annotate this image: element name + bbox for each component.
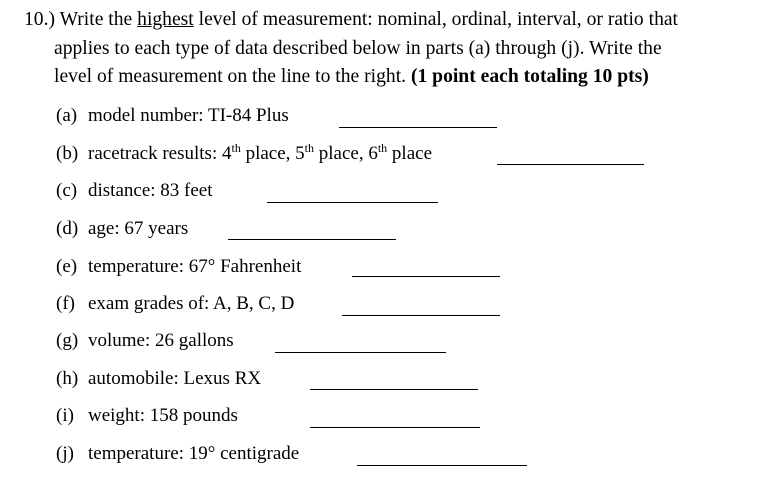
item-letter: (d) xyxy=(56,218,79,239)
item-letter: (h) xyxy=(56,368,79,389)
item-letter: (f) xyxy=(56,293,75,314)
item-text: volume: 26 gallons xyxy=(88,330,234,351)
question-number: 10.) xyxy=(24,9,56,30)
item-text: automobile: Lexus RX xyxy=(88,368,262,389)
answer-line-f[interactable] xyxy=(342,315,500,316)
item-b xyxy=(56,143,432,166)
item-letter: (b) xyxy=(56,143,79,164)
item-letter: (e) xyxy=(56,256,78,277)
item-text: distance: 83 feet xyxy=(88,180,213,201)
item-a xyxy=(56,105,289,127)
item-letter: (j) xyxy=(56,443,74,464)
intro-text-continued: level of measurement: nominal, ordinal, interval, or ratio that xyxy=(198,9,679,30)
answer-line-e[interactable] xyxy=(352,276,500,277)
points-note: (1 point each totaling 10 pts) xyxy=(410,66,649,87)
instruction-text: level of measurement on the line to the right. xyxy=(54,66,407,87)
item-text: temperature: 19° centigrade xyxy=(88,443,300,464)
item-text: temperature: 67° Fahrenheit xyxy=(88,256,302,277)
answer-line-d[interactable] xyxy=(228,239,396,240)
answer-line-i[interactable] xyxy=(310,427,480,428)
item-f xyxy=(56,293,294,315)
item-j xyxy=(56,443,299,465)
answer-line-a[interactable] xyxy=(339,127,497,128)
question-line-2: applies to each type of data described below in parts (a) through (j). Write the xyxy=(54,37,662,59)
item-text: racetrack results: 4 xyxy=(88,143,232,164)
item-text: weight: 158 pounds xyxy=(88,405,238,426)
answer-line-g[interactable] xyxy=(275,352,446,353)
ordinal-suffix: th xyxy=(304,141,314,155)
item-text: place, 5 xyxy=(240,143,305,164)
intro-text: Write the xyxy=(59,9,133,30)
item-h xyxy=(56,368,261,390)
item-text: model number: TI-84 Plus xyxy=(88,105,289,126)
item-letter: (g) xyxy=(56,330,79,351)
item-text: place xyxy=(387,143,432,164)
ordinal-suffix: th xyxy=(377,141,388,155)
answer-line-c[interactable] xyxy=(267,202,438,203)
item-text: age: 67 years xyxy=(88,218,189,239)
question-line-3 xyxy=(24,63,754,92)
item-letter: (c) xyxy=(56,180,78,201)
question-prompt xyxy=(24,6,754,92)
item-letter: (i) xyxy=(56,405,74,426)
item-i xyxy=(56,405,238,427)
item-e xyxy=(56,256,301,278)
item-text: place, 6 xyxy=(314,143,378,164)
question-line-1 xyxy=(24,6,754,35)
highest-emphasis: highest xyxy=(137,9,194,30)
ordinal-suffix: th xyxy=(231,141,241,155)
item-c xyxy=(56,180,213,202)
answer-line-h[interactable] xyxy=(310,389,478,390)
item-g xyxy=(56,330,234,352)
item-text: exam grades of: A, B, C, D xyxy=(88,293,295,314)
item-d xyxy=(56,218,188,240)
answer-line-j[interactable] xyxy=(357,465,527,466)
item-letter: (a) xyxy=(56,105,78,126)
answer-line-b[interactable] xyxy=(497,164,644,165)
